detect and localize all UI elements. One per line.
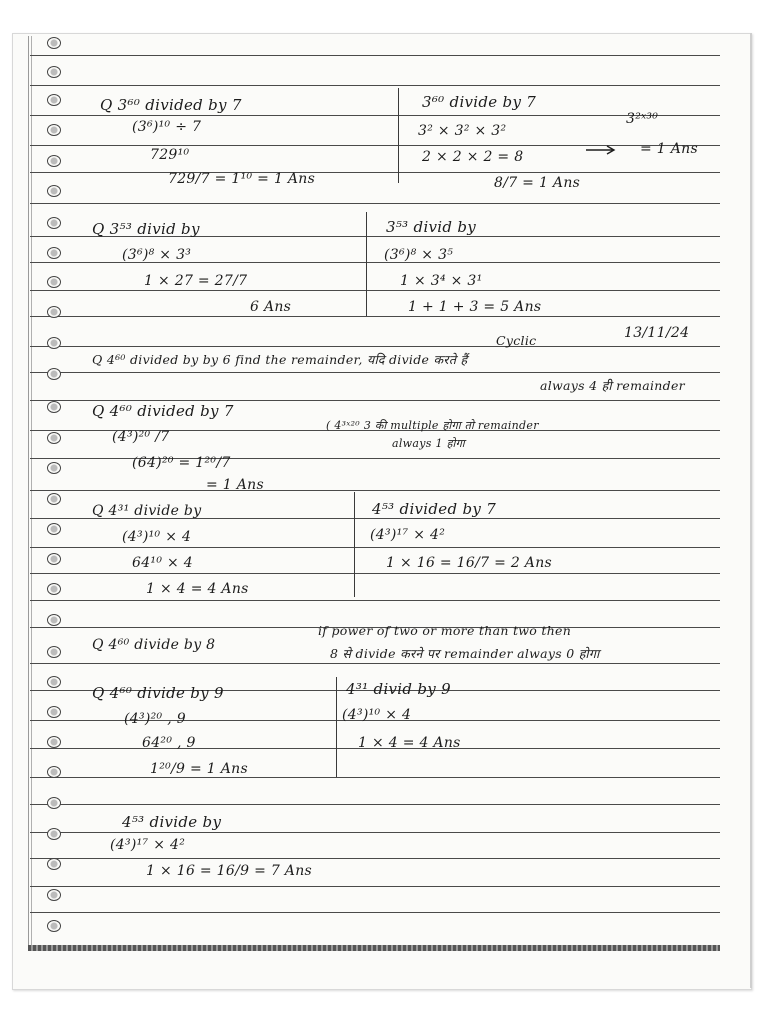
binder-hole bbox=[47, 155, 61, 167]
handwritten-line: 3⁵³ divid by bbox=[386, 218, 477, 236]
handwritten-line: 4⁵³ divided by 7 bbox=[372, 500, 497, 518]
binder-hole bbox=[47, 37, 61, 49]
ruled-line bbox=[30, 663, 720, 664]
handwritten-line: Q 4⁶⁰ divide by 9 bbox=[92, 684, 224, 702]
handwritten-line: 3²ˣ³⁰ bbox=[626, 111, 659, 127]
binder-hole bbox=[47, 553, 61, 565]
column-divider bbox=[336, 677, 337, 777]
handwritten-line: 3² × 3² × 3² bbox=[418, 123, 507, 139]
handwritten-line: (64)²⁰ = 1²⁰/7 bbox=[132, 455, 231, 471]
binder-hole bbox=[47, 706, 61, 718]
binder-hole bbox=[47, 920, 61, 932]
handwritten-line: Q 4⁶⁰ divided by 7 bbox=[92, 402, 234, 420]
binder-hole bbox=[47, 493, 61, 505]
handwritten-line: = 1 Ans bbox=[640, 141, 698, 157]
handwritten-line: 729¹⁰ bbox=[150, 147, 190, 163]
ruled-line bbox=[30, 832, 720, 833]
ruled-line bbox=[30, 886, 720, 887]
ruled-line bbox=[30, 172, 720, 173]
handwritten-note: if power of two or more than two then bbox=[318, 623, 572, 638]
handwritten-line: (3⁶)⁸ × 3⁵ bbox=[384, 247, 454, 263]
binder-hole bbox=[47, 614, 61, 626]
handwritten-line: Q 3⁵³ divid by bbox=[92, 220, 200, 238]
binder-hole bbox=[47, 646, 61, 658]
binder-hole bbox=[47, 766, 61, 778]
binder-hole bbox=[47, 306, 61, 318]
handwritten-line: (3⁶)⁸ × 3³ bbox=[122, 247, 192, 263]
ruled-line bbox=[30, 547, 720, 548]
ruled-line bbox=[30, 490, 720, 491]
handwritten-line: = 1 Ans bbox=[206, 477, 264, 493]
handwritten-line: (3⁶)¹⁰ ÷ 7 bbox=[132, 119, 202, 135]
ruled-line bbox=[30, 55, 720, 56]
handwritten-line: 1 × 16 = 16/7 = 2 Ans bbox=[386, 555, 553, 571]
handwritten-line: 4⁵³ divide by bbox=[122, 813, 222, 831]
handwritten-line: 3⁶⁰ divide by 7 bbox=[422, 93, 537, 111]
ruled-line bbox=[30, 203, 720, 204]
ruled-line bbox=[30, 346, 720, 347]
date-label: 13/11/24 bbox=[624, 325, 690, 341]
ruled-line bbox=[30, 573, 720, 574]
handwritten-line: 1 × 4 = 4 Ans bbox=[358, 735, 461, 751]
handwritten-line: 6 Ans bbox=[250, 299, 292, 315]
ruled-line bbox=[30, 777, 720, 778]
ruled-line bbox=[30, 115, 720, 116]
handwritten-line: 8/7 = 1 Ans bbox=[494, 175, 581, 191]
ruled-line bbox=[30, 85, 720, 86]
binder-hole bbox=[47, 736, 61, 748]
binder-hole bbox=[47, 217, 61, 229]
handwritten-line: (4³)²⁰ , 9 bbox=[124, 711, 186, 727]
handwritten-note: ( 4³ˣ²⁰ 3 की multiple होगा तो remainder bbox=[326, 419, 539, 432]
binder-hole bbox=[47, 124, 61, 136]
handwritten-line: 1 × 3⁴ × 3¹ bbox=[400, 273, 483, 289]
handwritten-note: always 1 होगा bbox=[392, 437, 465, 450]
margin-line bbox=[28, 36, 32, 951]
column-divider bbox=[398, 88, 399, 183]
binder-hole bbox=[47, 185, 61, 197]
binder-hole bbox=[47, 247, 61, 259]
binder-hole bbox=[47, 432, 61, 444]
ruled-line bbox=[30, 372, 720, 373]
binder-hole bbox=[47, 337, 61, 349]
handwritten-line: (4³)¹⁷ × 4² bbox=[370, 527, 446, 543]
page-edge bbox=[750, 33, 752, 988]
ruled-line bbox=[30, 912, 720, 913]
page-bottom-border bbox=[28, 945, 720, 951]
handwritten-line: always 4 ही remainder bbox=[540, 378, 685, 393]
handwritten-line: Q 4³¹ divide by bbox=[92, 503, 202, 519]
binder-hole bbox=[47, 368, 61, 380]
handwritten-line: Q 4⁶⁰ divide by 8 bbox=[92, 637, 216, 653]
handwritten-note: 8 से divide करने पर remainder always 0 होगा bbox=[330, 646, 600, 661]
ruled-line bbox=[30, 858, 720, 859]
binder-hole bbox=[47, 276, 61, 288]
binder-hole bbox=[47, 401, 61, 413]
handwritten-line: (4³)¹⁰ × 4 bbox=[342, 707, 412, 723]
margin-note: Cyclic bbox=[496, 333, 537, 348]
handwritten-line: 1 × 16 = 16/9 = 7 Ans bbox=[146, 863, 313, 879]
ruled-line bbox=[30, 290, 720, 291]
arrow-icon bbox=[585, 145, 617, 155]
binder-hole bbox=[47, 828, 61, 840]
column-divider bbox=[366, 212, 367, 316]
binder-hole bbox=[47, 94, 61, 106]
handwritten-line: (4³)¹⁰ × 4 bbox=[122, 529, 192, 545]
handwritten-line: 1 × 4 = 4 Ans bbox=[146, 581, 249, 597]
binder-hole bbox=[47, 66, 61, 78]
handwritten-line: (4³)¹⁷ × 4² bbox=[110, 837, 186, 853]
binder-hole bbox=[47, 583, 61, 595]
handwritten-line: 729/7 = 1¹⁰ = 1 Ans bbox=[168, 171, 316, 187]
column-divider bbox=[354, 492, 355, 597]
handwritten-line: 1²⁰/9 = 1 Ans bbox=[150, 761, 248, 777]
ruled-line bbox=[30, 316, 720, 317]
ruled-line bbox=[30, 400, 720, 401]
handwritten-line: Q 4⁶⁰ divided by by 6 find the remainder, यदि divide करते हैं bbox=[92, 352, 468, 367]
ruled-line bbox=[30, 600, 720, 601]
handwritten-line: Q 3⁶⁰ divided by 7 bbox=[100, 96, 242, 114]
ruled-line bbox=[30, 804, 720, 805]
handwritten-line: 64¹⁰ × 4 bbox=[132, 555, 193, 571]
handwritten-line: (4³)²⁰ /7 bbox=[112, 429, 170, 445]
handwritten-line: 64²⁰ , 9 bbox=[142, 735, 196, 751]
binder-hole bbox=[47, 797, 61, 809]
handwritten-line: 1 + 1 + 3 = 5 Ans bbox=[408, 299, 542, 315]
binder-hole bbox=[47, 523, 61, 535]
handwritten-line: 2 × 2 × 2 = 8 bbox=[422, 149, 524, 165]
binder-hole bbox=[47, 676, 61, 688]
handwritten-line: 4³¹ divid by 9 bbox=[346, 680, 451, 698]
handwritten-line: 1 × 27 = 27/7 bbox=[144, 273, 248, 289]
binder-hole bbox=[47, 889, 61, 901]
binder-hole bbox=[47, 858, 61, 870]
binder-hole bbox=[47, 462, 61, 474]
